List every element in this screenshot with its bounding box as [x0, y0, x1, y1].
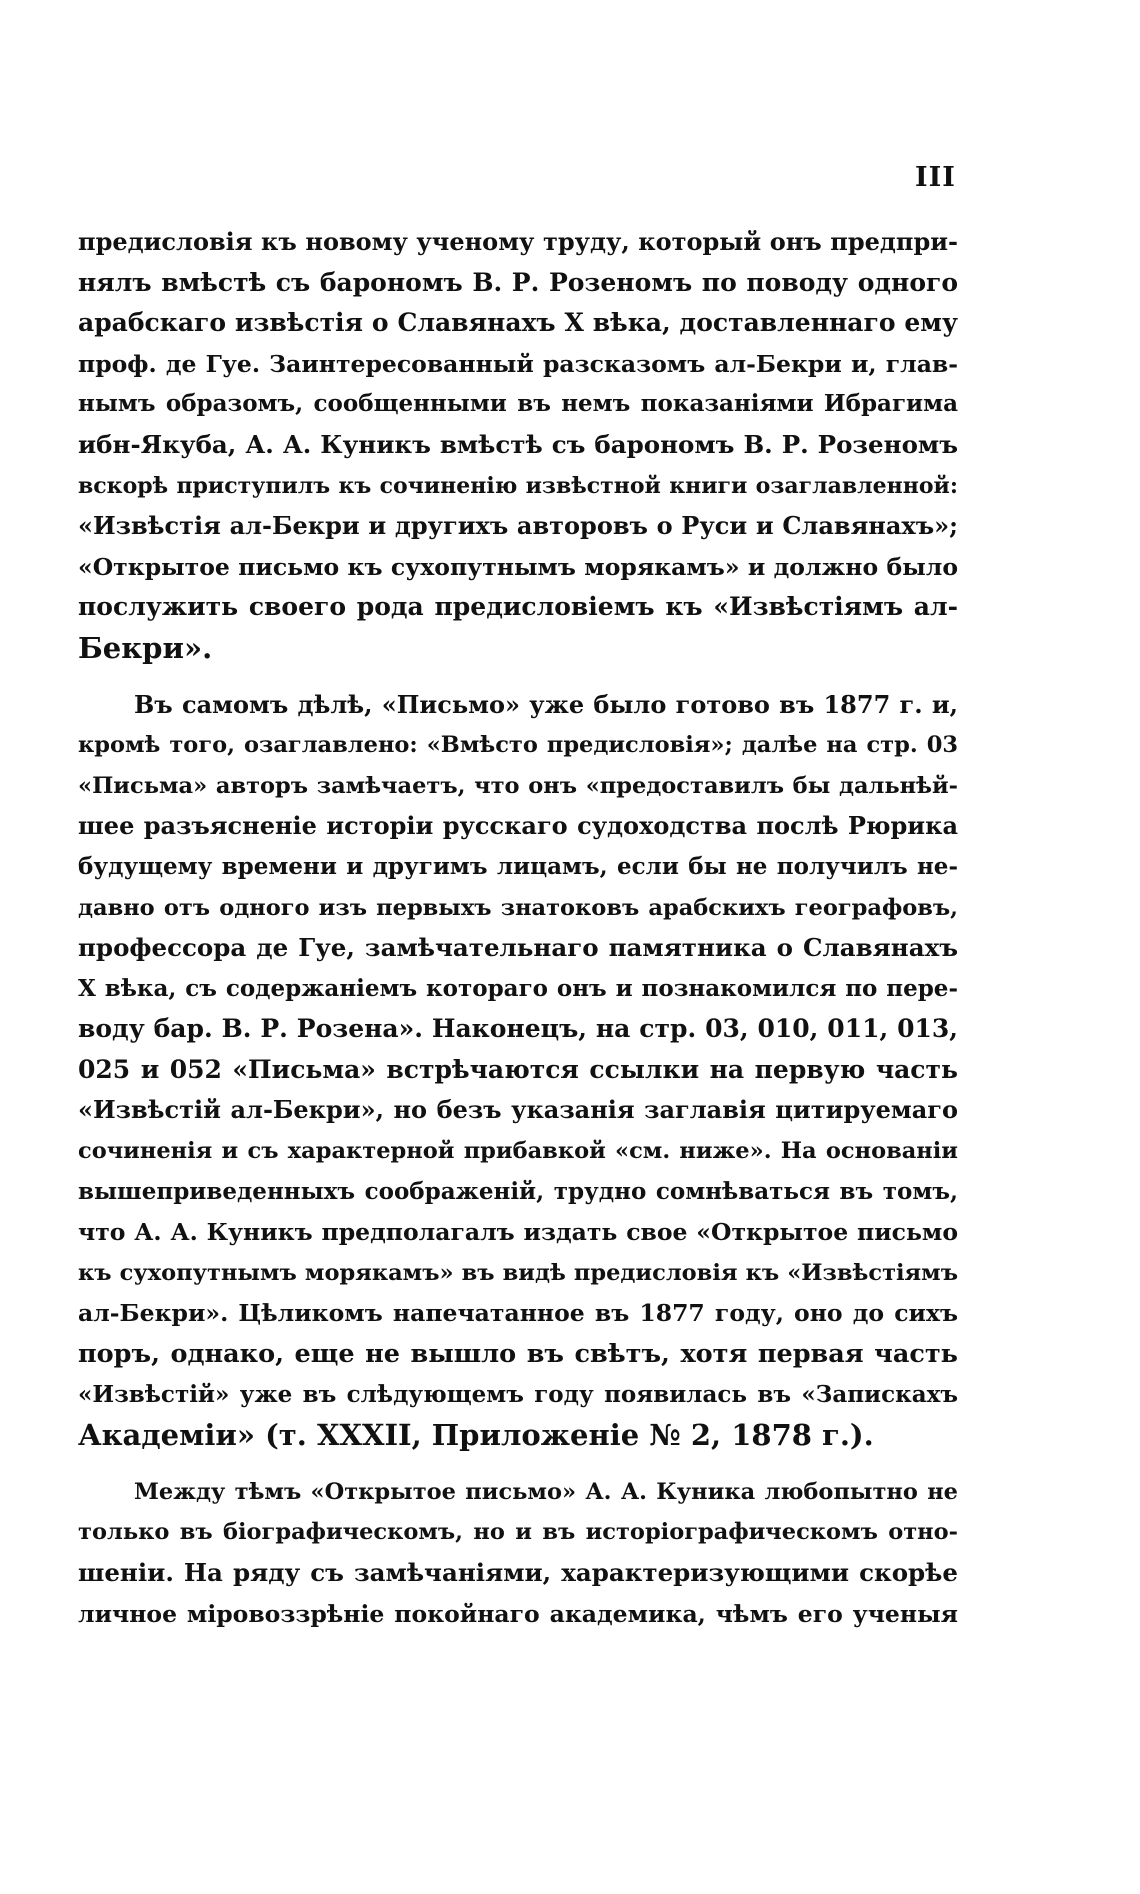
page-number: III: [915, 162, 956, 193]
text-line: предисловія къ новому ученому труду, который онъ предпри-: [78, 227, 958, 256]
text-line: личное міровоззрѣніе покойнаго академика, чѣмъ его ученыя: [78, 1599, 958, 1628]
text-line: арабскаго извѣстія о Славянахъ X вѣка, доставленнаго ему: [78, 308, 958, 338]
text-line: ал-Бекри». Цѣликомъ напечатанное въ 1877 году, оно до сихъ: [78, 1299, 958, 1328]
text-line: ибн-Якуба, А. А. Куникъ вмѣстѣ съ барономъ В. Р. Розеномъ: [78, 429, 958, 459]
text-line: «Письма» авторъ замѣчаетъ, что онъ «предоставилъ бы дальнѣй-: [78, 772, 958, 799]
text-line: шее разъясненіе исторіи русскаго судоходства послѣ Рюрика: [78, 811, 958, 841]
text-line: Въ самомъ дѣлѣ, «Письмо» уже было готово въ 1877 г. и,: [134, 689, 958, 719]
text-line: только въ біографическомъ, но и въ исторіографическомъ отно-: [78, 1519, 958, 1546]
text-line: шеніи. На ряду съ замѣчаніями, характеризующими скорѣе: [78, 1558, 958, 1587]
text-line: «Открытое письмо къ сухопутнымъ морякамъ» и должно было: [78, 552, 958, 581]
text-line: Бекри».: [78, 630, 213, 665]
text-line: вышеприведенныхъ соображеній, трудно сомнѣваться въ томъ,: [78, 1177, 958, 1205]
text-line: нялъ вмѣстѣ съ барономъ В. Р. Розеномъ по поводу одного: [78, 267, 958, 297]
text-line: давно отъ одного изъ первыхъ знатоковъ арабскихъ географовъ,: [78, 894, 958, 921]
text-line: сочиненія и съ характерной прибавкой «см. ниже». На основаніи: [78, 1138, 958, 1165]
text-line: послужить своего рода предисловіемъ къ «Извѣстіямъ ал-: [78, 592, 958, 622]
text-line: нымъ образомъ, сообщенными въ немъ показаніями Ибрагима: [78, 390, 958, 418]
text-line: «Извѣстій» уже въ слѣдующемъ году появилась въ «Запискахъ: [78, 1380, 958, 1408]
text-line: «Извѣстій ал-Бекри», но безъ указанія заглавія цитируемаго: [78, 1095, 958, 1125]
paragraph-2: [78, 685, 958, 1456]
text-line: Академіи» (т. XXXII, Приложеніе № 2, 1878 г.).: [78, 1418, 874, 1453]
text-line: «Извѣстія ал-Бекри и другихъ авторовъ о Руси и Славянахъ»;: [78, 511, 958, 541]
text-line: Между тѣмъ «Открытое письмо» А. А. Куника любопытно не: [134, 1478, 958, 1505]
text-line: поръ, однако, еще не вышло въ свѣтъ, хотя первая часть: [78, 1339, 958, 1370]
text-line: къ сухопутнымъ морякамъ» въ видѣ предисловія къ «Извѣстіямъ: [78, 1259, 958, 1286]
text-line: будущему времени и другимъ лицамъ, если бы не получилъ не-: [78, 852, 958, 880]
text-line: X вѣка, съ содержаніемъ котораго онъ и познакомился по пере-: [78, 974, 958, 1002]
text-line: воду бар. В. Р. Розена». Наконецъ, на стр. 03, 010, 011, 013,: [78, 1014, 958, 1044]
text-line: кромѣ того, озаглавлено: «Вмѣсто предисловія»; далѣе на стр. 03: [78, 732, 958, 759]
text-line: вскорѣ приступилъ къ сочиненію извѣстной книги озаглавленной:: [78, 472, 958, 499]
text-line: проф. де Гуе. Заинтересованный разсказомъ ал-Бекри и, глав-: [78, 349, 958, 378]
text-line: профессора де Гуе, замѣчательнаго памятника о Славянахъ: [78, 933, 958, 963]
body-text: [78, 222, 958, 1634]
paragraph-1: [78, 222, 958, 669]
text-line: что А. А. Куникъ предполагалъ издать свое «Открытое письмо: [78, 1218, 958, 1247]
paragraph-3: [78, 1472, 958, 1634]
text-line: 025 и 052 «Письма» встрѣчаются ссылки на первую часть: [78, 1054, 958, 1084]
